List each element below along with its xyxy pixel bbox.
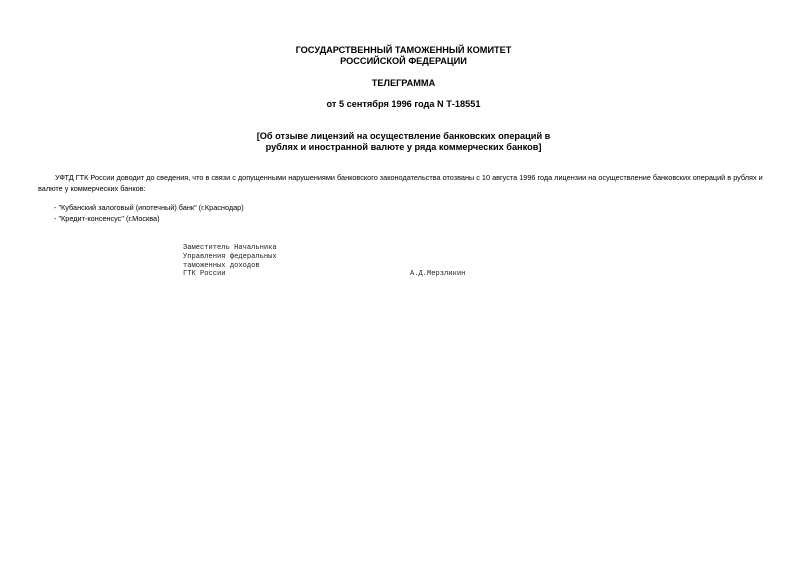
issuer-line-2: РОССИЙСКОЙ ФЕДЕРАЦИИ: [340, 56, 467, 66]
document-type: ТЕЛЕГРАММА: [371, 78, 436, 88]
signatory-position-line: Заместитель Начальника: [183, 244, 277, 252]
document-date-number: от 5 сентября 1996 года N Т-18551: [326, 99, 481, 109]
subject-line-2: рублях и иностранной валюте у ряда коммерческих банков]: [265, 142, 542, 152]
bank-list-item: - "Кубанский залоговый (ипотечный) банк" (г.Краснодар): [54, 203, 244, 212]
signatory-position-line: Управления федеральных: [183, 252, 277, 261]
issuer-line-1: ГОСУДАРСТВЕННЫЙ ТАМОЖЕННЫЙ КОМИТЕТ: [295, 45, 512, 55]
subject-line-1: [Об отзыве лицензий на осуществление банковских операций в: [256, 131, 551, 141]
signatory-position-line: таможенных доходов: [183, 261, 260, 270]
signatory-name: А.Д.Мерзликин: [410, 270, 466, 279]
bank-list-item: - "Кредит-консенсус" (г.Москва): [54, 214, 160, 223]
body-paragraph: УФТД ГТК России доводит до сведения, что в связи с допущенными нарушениями банковского законодательства отозваны с 10 августа 1996 года лицензии на осуществление банковских операций в рублях и валюте у коммерческих банков:: [38, 173, 763, 193]
signatory-position-line: ГТК России: [183, 270, 226, 279]
